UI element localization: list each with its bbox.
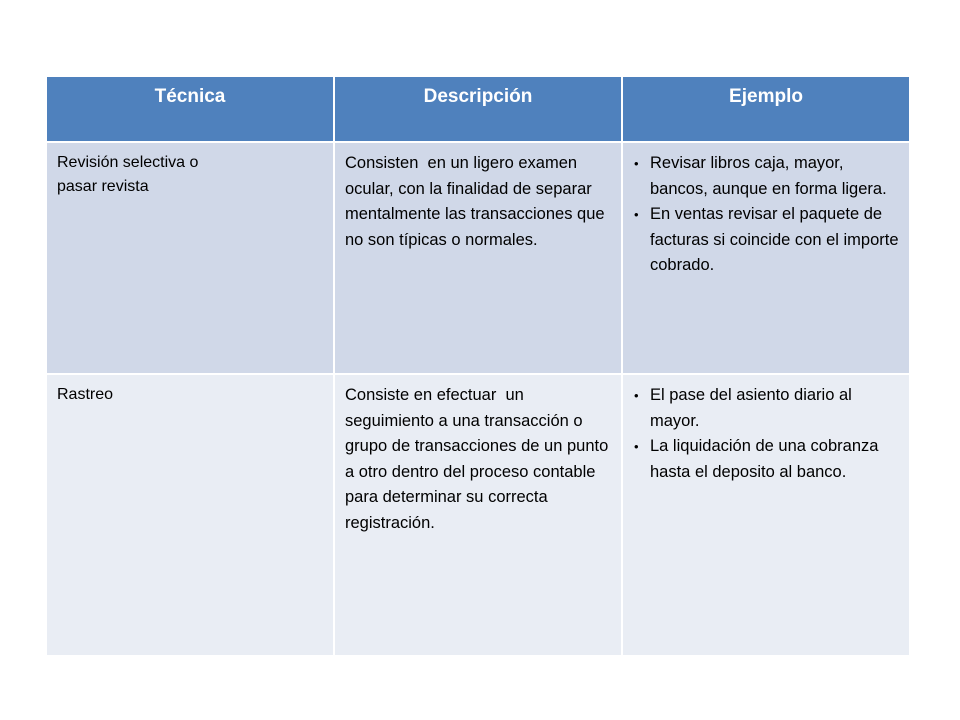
tecnica-cell xyxy=(46,142,334,374)
table-row xyxy=(46,374,910,656)
descripcion-text: Consiste en efectuar un seguimiento a una transacción o grupo de transacciones de un punto a otro dentro del proceso contable para determinar su correcta registración. xyxy=(345,386,613,532)
descripcion-text: Consisten en un ligero examen ocular, con la finalidad de separar mentalmente las transacciones que no son típicas o normales. xyxy=(345,154,610,249)
list-item xyxy=(633,383,900,434)
tecnica-cell xyxy=(46,374,334,656)
bullet-icon: • xyxy=(634,439,639,454)
tecnica-text-line1: Revisión selectiva o xyxy=(57,154,199,171)
audit-techniques-table xyxy=(45,75,911,657)
header-ejemplo: Ejemplo xyxy=(622,76,910,142)
bullet-icon: • xyxy=(634,207,639,222)
descripcion-cell xyxy=(334,374,622,656)
header-descripcion: Descripción xyxy=(334,76,622,142)
header-tecnica: Técnica xyxy=(46,76,334,142)
ejemplo-text: Revisar libros caja, mayor, bancos, aunque en forma ligera. xyxy=(650,154,887,198)
ejemplo-text: La liquidación de una cobranza hasta el deposito al banco. xyxy=(650,437,879,481)
ejemplo-cell xyxy=(622,142,910,374)
bullet-icon: • xyxy=(634,388,639,403)
list-item xyxy=(633,434,900,485)
table-row xyxy=(46,142,910,374)
ejemplo-cell xyxy=(622,374,910,656)
list-item xyxy=(633,151,900,202)
list-item xyxy=(633,202,900,279)
bullet-icon: • xyxy=(634,156,639,171)
tecnica-text-line1: Rastreo xyxy=(57,386,114,403)
ejemplo-text: En ventas revisar el paquete de facturas si coincide con el importe cobrado. xyxy=(650,205,899,274)
descripcion-cell xyxy=(334,142,622,374)
tecnica-text-line2: pasar revista xyxy=(57,178,149,195)
header-row xyxy=(46,76,910,142)
ejemplo-list xyxy=(633,383,900,485)
ejemplo-list xyxy=(633,151,900,279)
ejemplo-text: El pase del asiento diario al mayor. xyxy=(650,386,852,430)
